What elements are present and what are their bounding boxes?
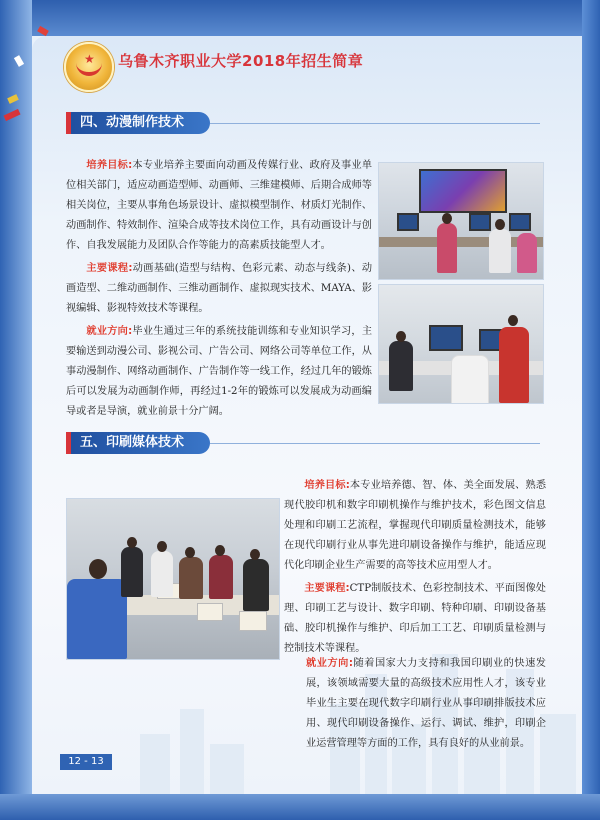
courses-paragraph: [284, 579, 546, 659]
goal-text: 本专业培养主要面向动画及传媒行业、政府及事业单位相关部门，适应动画造型师、动画师、三维建模师、后期合成师等相关岗位，主要从事角色场景设计、虚拟模型制作、材质灯光制作、动画制作、特效制作、渲染合成等技术岗位工作，具有动画设计与创作、自我发展能力及团队合作等能力的高素质技能型人才。: [66, 160, 373, 251]
career-text: 随着国家大力支持和我国印刷业的快速发展，该领域需要大量的高级技术应用性人才，该专业毕业生主要在现代数字印刷行业从事印刷排版技术应用、现代印刷设备操作、运行、调试、维护，印刷企业运营管理等方面的工作，具有良好的从业前景。: [306, 658, 546, 749]
paper-stack: [239, 611, 267, 631]
section-divider: [210, 443, 540, 444]
frame-left: [0, 0, 32, 820]
student-head: [215, 545, 225, 556]
student-head: [442, 213, 452, 224]
university-logo: [64, 42, 114, 92]
student: [67, 579, 127, 659]
monitor: [509, 213, 531, 231]
student: [489, 229, 511, 273]
career-label: 就业方向:: [306, 658, 353, 669]
section5-text-right: [284, 476, 546, 662]
career-text: 毕业生通过三年的系统技能训练和专业知识学习，主要输送到动漫公司、影视公司、广告公司、网络公司等单位工作，从事动漫制作、网络动画制作、广告制作等一线工作，经过几年的锻炼后可以发展为动画制作师，再经过1-2年的锻炼可以发展成为动画编导或者是导演，就业前景十分广阔。: [66, 326, 373, 417]
monitor: [397, 213, 419, 231]
swoosh-icon: [76, 62, 102, 76]
goal-label: 培养目标:: [86, 160, 133, 171]
section-heading-printing: 五、印刷媒体技术: [66, 432, 210, 454]
photo-teaching: [378, 284, 544, 404]
student-head: [396, 331, 406, 342]
courses-text: 动画基础(造型与结构、色彩元素、动态与线条)、动画造型、二维动画制作、三维动画制作、虚拟现实技术、MAYA、影视编辑、影视特效技术等课程。: [66, 263, 373, 314]
photo-printing-workshop: [66, 498, 280, 660]
section4-text: [66, 156, 372, 425]
teacher-head: [508, 315, 518, 326]
frame-right: [582, 0, 600, 820]
student-head: [185, 547, 195, 558]
career-paragraph: [66, 654, 546, 754]
goal-paragraph: [66, 156, 372, 256]
courses-paragraph: [66, 259, 372, 319]
student: [243, 559, 269, 611]
student: [389, 341, 413, 391]
student: [179, 557, 203, 599]
goal-paragraph: [284, 476, 546, 576]
student: [121, 547, 143, 597]
star-icon: ★: [84, 52, 95, 66]
student-head: [89, 559, 107, 579]
page-header-title: 乌鲁木齐职业大学2018年招生简章: [118, 52, 364, 70]
student: [451, 355, 489, 404]
frame-bottom: [0, 794, 600, 820]
monitor: [429, 325, 463, 351]
student-head: [127, 537, 137, 548]
courses-label: 主要课程:: [304, 583, 350, 594]
section-divider: [210, 123, 540, 124]
section5-text-full: [66, 654, 546, 754]
goal-label: 培养目标:: [304, 480, 350, 491]
courses-label: 主要课程:: [86, 263, 133, 274]
section-heading-animation: 四、动漫制作技术: [66, 112, 210, 134]
career-paragraph: [66, 322, 372, 422]
page-number: 12 - 13: [60, 754, 112, 770]
projector-screen: [419, 169, 507, 213]
courses-text: CTP制版技术、色彩控制技术、平面图像处理、印刷工艺与设计、数字印刷、特种印刷、印刷设备基础、胶印机操作与维护、印后加工工艺、印刷质量检测与控制技术等课程。: [284, 583, 546, 654]
student: [151, 551, 173, 597]
student: [437, 223, 457, 273]
student-head: [250, 549, 260, 560]
student: [517, 233, 537, 273]
monitor: [469, 213, 491, 231]
student-head: [157, 541, 167, 552]
career-label: 就业方向:: [86, 326, 133, 337]
paper-stack: [197, 603, 223, 621]
student: [209, 555, 233, 599]
teacher: [499, 327, 529, 403]
photo-animation-lab: [378, 162, 544, 280]
student-head: [495, 219, 505, 230]
frame-top: [0, 0, 600, 36]
goal-text: 本专业培养德、智、体、美全面发展、熟悉现代胶印机和数字印刷机操作与维护技术，彩色图文信息处理和印刷工艺流程，掌握现代印刷质量检测技术，能够在现代印刷行业从事先进印刷设备操作与维护，能适应现代化印刷企业生产需要的高等技术应用型人才。: [284, 480, 547, 571]
